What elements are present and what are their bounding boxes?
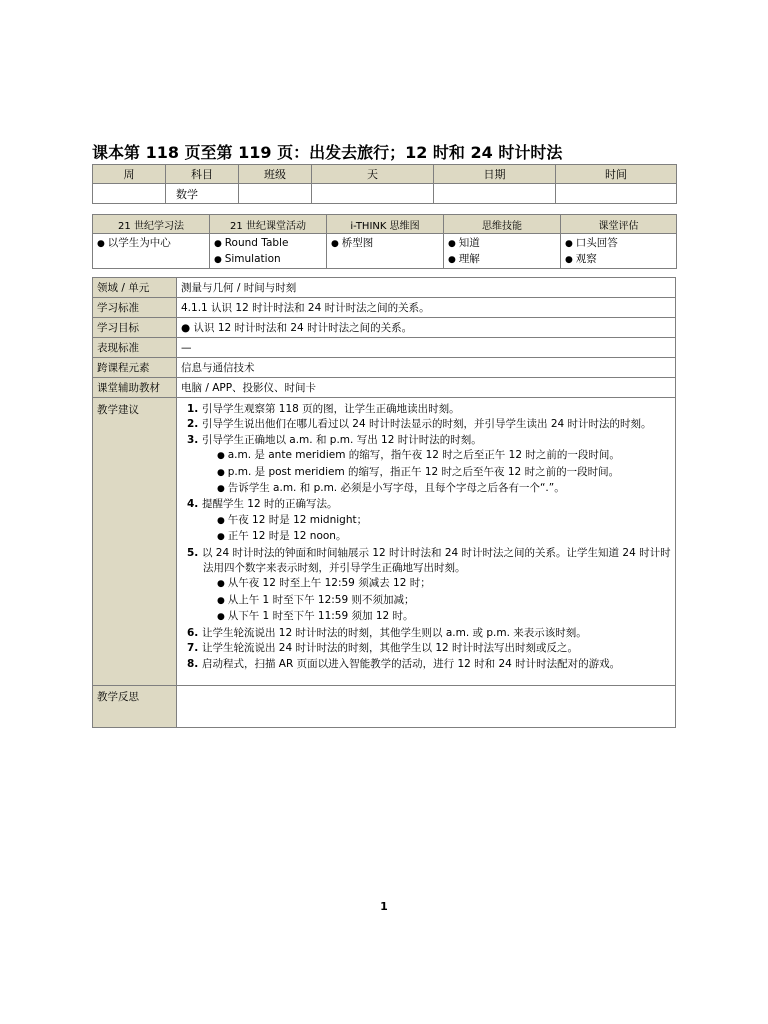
detail-table bbox=[92, 277, 676, 728]
step-subitem: ● 正午 12 时是 12 noon。 bbox=[217, 529, 671, 545]
teaching-suggestion-value bbox=[177, 398, 676, 686]
header-class-activity: 21 世纪课堂活动 bbox=[210, 215, 327, 234]
standard-value: 4.1.1 认识 12 时计时法和 24 时计时法之间的关系。 bbox=[177, 298, 676, 318]
teaching-step bbox=[187, 641, 671, 656]
step-text: 引导学生说出他们在哪儿看过以 24 时计时法显示的时刻，并引导学生读出 24 时计时法的时刻。 bbox=[201, 418, 652, 431]
value-class bbox=[239, 184, 312, 204]
objective-row bbox=[93, 318, 676, 338]
value-week bbox=[93, 184, 166, 204]
ithink-map-cell bbox=[327, 234, 444, 269]
value-day bbox=[312, 184, 434, 204]
list-item: ● 以学生为中心 bbox=[97, 236, 205, 252]
skills-header-row bbox=[93, 215, 677, 234]
step-sublist bbox=[203, 448, 671, 497]
header-day: 天 bbox=[312, 165, 434, 184]
step-subitem: ● 从上午 1 时至下午 12:59 则不须加减； bbox=[217, 593, 671, 609]
performance-row bbox=[93, 338, 676, 358]
teaching-suggestion-row bbox=[93, 398, 676, 686]
step-text: 让学生轮流说出 12 时计时法的时刻，其他学生则以 a.m. 或 p.m. 来表示该时刻。 bbox=[201, 626, 587, 639]
teaching-step bbox=[187, 657, 671, 672]
domain-label: 领域 / 单元 bbox=[93, 278, 177, 298]
learning-method-cell bbox=[93, 234, 210, 269]
step-text: 让学生轮流说出 24 时计时法的时刻，其他学生以 12 时计时法写出时刻或反之。 bbox=[201, 642, 579, 655]
teaching-step bbox=[187, 497, 671, 545]
objective-label: 学习目标 bbox=[93, 318, 177, 338]
info-value-row bbox=[93, 184, 677, 204]
step-number: 7. bbox=[187, 642, 202, 655]
step-text: 启动程式，扫描 AR 页面以进入智能教学的活动，进行 12 时和 24 时计时法配对的游戏。 bbox=[201, 657, 621, 670]
step-subitem: ● a.m. 是 ante meridiem 的缩写，指午夜 12 时之后至正午 12 时之前的一段时间。 bbox=[217, 448, 671, 464]
skills-table bbox=[92, 214, 677, 269]
teaching-step bbox=[187, 402, 671, 417]
teaching-step bbox=[187, 626, 671, 641]
value-date bbox=[434, 184, 556, 204]
lesson-title: 课本第 118 页至第 119 页：出发去旅行；12 时和 24 时计时法 bbox=[92, 143, 563, 162]
info-header-row bbox=[93, 165, 677, 184]
step-subitem: ● 从午夜 12 时至上午 12:59 须减去 12 时； bbox=[217, 576, 671, 592]
header-ithink-map: i-THINK 思维图 bbox=[327, 215, 444, 234]
value-time bbox=[556, 184, 677, 204]
header-time: 时间 bbox=[556, 165, 677, 184]
list-item: ● 理解 bbox=[448, 252, 556, 268]
class-activity-cell bbox=[210, 234, 327, 269]
domain-row bbox=[93, 278, 676, 298]
step-sublist bbox=[203, 576, 671, 625]
step-text: 提醒学生 12 时的正确写法。 bbox=[201, 498, 338, 511]
step-number: 5. bbox=[187, 546, 202, 559]
cross-curricular-row bbox=[93, 358, 676, 378]
step-number: 1. bbox=[187, 403, 202, 415]
header-date: 日期 bbox=[434, 165, 556, 184]
step-number: 6. bbox=[187, 626, 202, 639]
step-subitem: ● p.m. 是 post meridiem 的缩写，指正午 12 时之后至午夜 12 时之前的一段时间。 bbox=[217, 465, 671, 481]
header-learning-method: 21 世纪学习法 bbox=[93, 215, 210, 234]
value-subject: 数学 bbox=[166, 184, 239, 204]
step-subitem: ● 从下午 1 时至下午 11:59 须加 12 时。 bbox=[217, 609, 671, 625]
reflection-row bbox=[93, 686, 676, 728]
teaching-aids-value: 电脑 / APP、投影仪、时间卡 bbox=[177, 378, 676, 398]
domain-value: 测量与几何 / 时间与时刻 bbox=[177, 278, 676, 298]
standard-label: 学习标准 bbox=[93, 298, 177, 318]
performance-label: 表现标准 bbox=[93, 338, 177, 358]
step-number: 4. bbox=[187, 498, 202, 511]
standard-row bbox=[93, 298, 676, 318]
skills-value-row bbox=[93, 234, 677, 269]
teaching-step bbox=[187, 433, 671, 498]
step-subitem: ● 午夜 12 时是 12 midnight； bbox=[217, 513, 671, 529]
cross-curricular-value: 信息与通信技术 bbox=[177, 358, 676, 378]
header-thinking-skill: 思维技能 bbox=[444, 215, 561, 234]
header-subject: 科目 bbox=[166, 165, 239, 184]
step-subitem: ● 告诉学生 a.m. 和 p.m. 必须是小写字母，且每个字母之后各有一个“.”。 bbox=[217, 481, 671, 497]
performance-value: — bbox=[177, 338, 676, 358]
list-item: ● 知道 bbox=[448, 236, 556, 252]
page-number: 1 bbox=[380, 900, 388, 913]
reflection-label: 教学反思 bbox=[93, 686, 177, 728]
teaching-step bbox=[187, 417, 671, 432]
reflection-value bbox=[177, 686, 676, 728]
step-number: 8. bbox=[187, 657, 202, 670]
teaching-suggestion-label: 教学建议 bbox=[93, 398, 177, 686]
info-table bbox=[92, 164, 677, 204]
step-number: 2. bbox=[187, 418, 202, 431]
teaching-step bbox=[187, 546, 671, 626]
header-class: 班级 bbox=[239, 165, 312, 184]
teaching-aids-row bbox=[93, 378, 676, 398]
objective-value: ● 认识 12 时计时法和 24 时计时法之间的关系。 bbox=[177, 318, 676, 338]
header-week: 周 bbox=[93, 165, 166, 184]
list-item: ● 口头回答 bbox=[565, 236, 672, 252]
header-assessment: 课堂评估 bbox=[561, 215, 677, 234]
step-number: 3. bbox=[187, 433, 202, 446]
step-text: 引导学生正确地以 a.m. 和 p.m. 写出 12 时计时法的时刻。 bbox=[201, 433, 482, 446]
step-text: 以 24 时计时法的钟面和时间轴展示 12 时计时法和 24 时计时法之间的关系。让学生知道 24 时计时法用四个数字来表示时刻，并引导学生正确地写出时刻。 bbox=[201, 546, 671, 575]
list-item: ● 观察 bbox=[565, 252, 672, 268]
list-item: ● Round Table bbox=[214, 236, 322, 252]
step-sublist bbox=[203, 513, 671, 546]
assessment-cell bbox=[561, 234, 677, 269]
teaching-steps-list bbox=[181, 402, 671, 672]
teaching-aids-label: 课堂辅助教材 bbox=[93, 378, 177, 398]
cross-curricular-label: 跨课程元素 bbox=[93, 358, 177, 378]
list-item: ● Simulation bbox=[214, 252, 322, 268]
list-item: ● 桥型图 bbox=[331, 236, 439, 252]
step-text: 引导学生观察第 118 页的图，让学生正确地读出时刻。 bbox=[201, 403, 460, 415]
thinking-skill-cell bbox=[444, 234, 561, 269]
